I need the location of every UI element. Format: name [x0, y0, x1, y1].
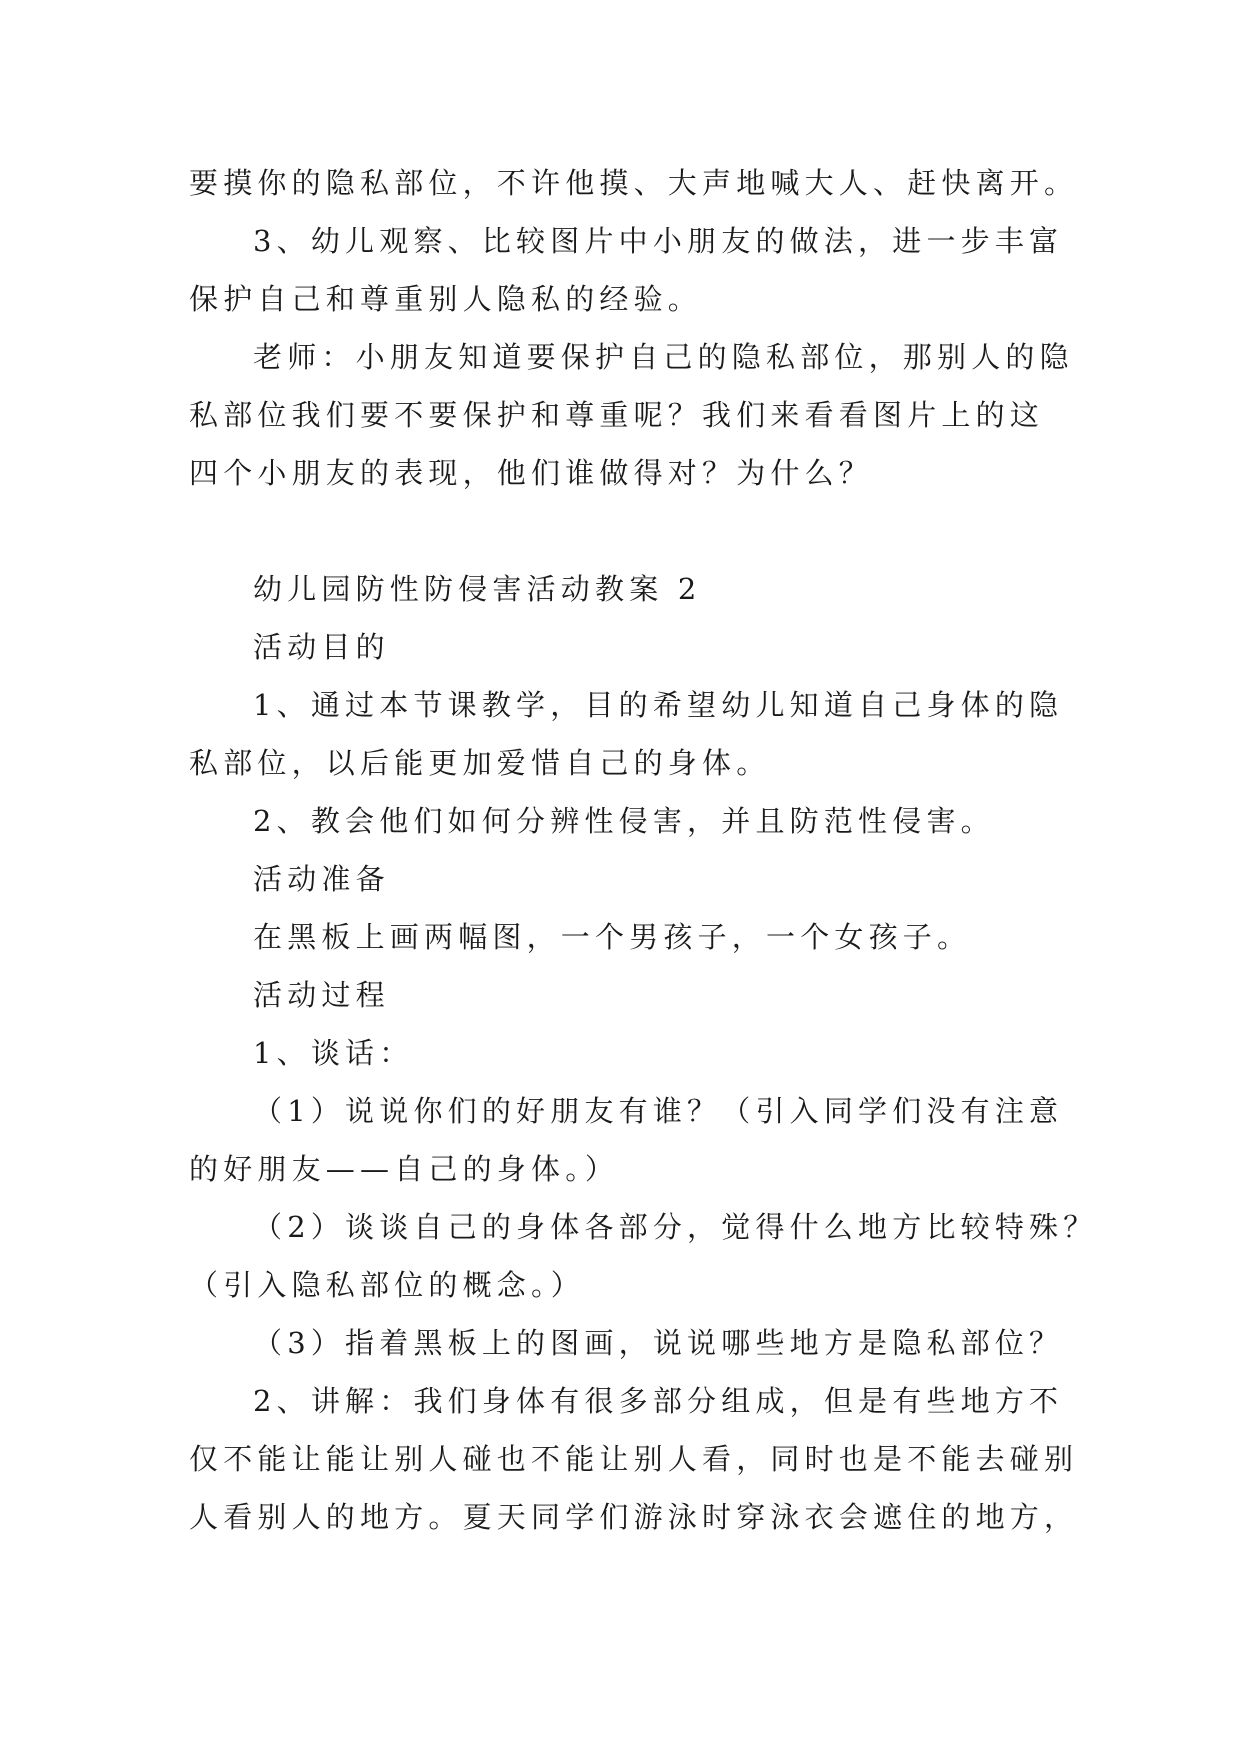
paragraph-line: 老师：小朋友知道要保护自己的隐私部位，那别人的隐: [253, 340, 1074, 374]
paragraph-line: 私部位，以后能更加爱惜自己的身体。: [189, 746, 771, 780]
paragraph-line: 3、幼儿观察、比较图片中小朋友的做法，进一步丰富: [253, 224, 1064, 258]
paragraph-line: 人看别人的地方。夏天同学们游泳时穿泳衣会遮住的地方，: [189, 1500, 1079, 1534]
paragraph-line: （2）谈谈自己的身体各部分，觉得什么地方比较特殊？: [253, 1210, 1098, 1244]
paragraph-line: 的好朋友——自己的身体。）: [189, 1152, 620, 1186]
paragraph-line: 要摸你的隐私部位，不许他摸、大声地喊大人、赶快离开。: [189, 166, 1079, 200]
paragraph-line: （3）指着黑板上的图画，说说哪些地方是隐私部位？: [253, 1326, 1064, 1360]
paragraph-line: 仅不能让能让别人碰也不能让别人看，同时也是不能去碰别: [189, 1442, 1079, 1476]
paragraph-line: （引入隐私部位的概念。）: [189, 1268, 585, 1302]
paragraph-line: 在黑板上画两幅图，一个男孩子，一个女孩子。: [253, 920, 972, 954]
paragraph-line: 私部位我们要不要保护和尊重呢？我们来看看图片上的这: [189, 398, 1045, 432]
paragraph-line: 2、教会他们如何分辨性侵害，并且防范性侵害。: [253, 804, 995, 838]
paragraph-line: 1、谈话：: [253, 1036, 414, 1070]
section-title: 幼儿园防性防侵害活动教案 2: [253, 572, 702, 606]
section-heading: 活动过程: [253, 978, 390, 1012]
paragraph-line: 保护自己和尊重别人隐私的经验。: [189, 282, 703, 316]
section-heading: 活动目的: [253, 630, 390, 664]
paragraph-line: 四个小朋友的表现，他们谁做得对？为什么？: [189, 456, 874, 490]
paragraph-line: 2、讲解：我们身体有很多部分组成，但是有些地方不: [253, 1384, 1064, 1418]
section-heading: 活动准备: [253, 862, 390, 896]
paragraph-line: （1）说说你们的好朋友有谁？（引入同学们没有注意: [253, 1094, 1064, 1128]
paragraph-line: 1、通过本节课教学，目的希望幼儿知道自己身体的隐: [253, 688, 1064, 722]
